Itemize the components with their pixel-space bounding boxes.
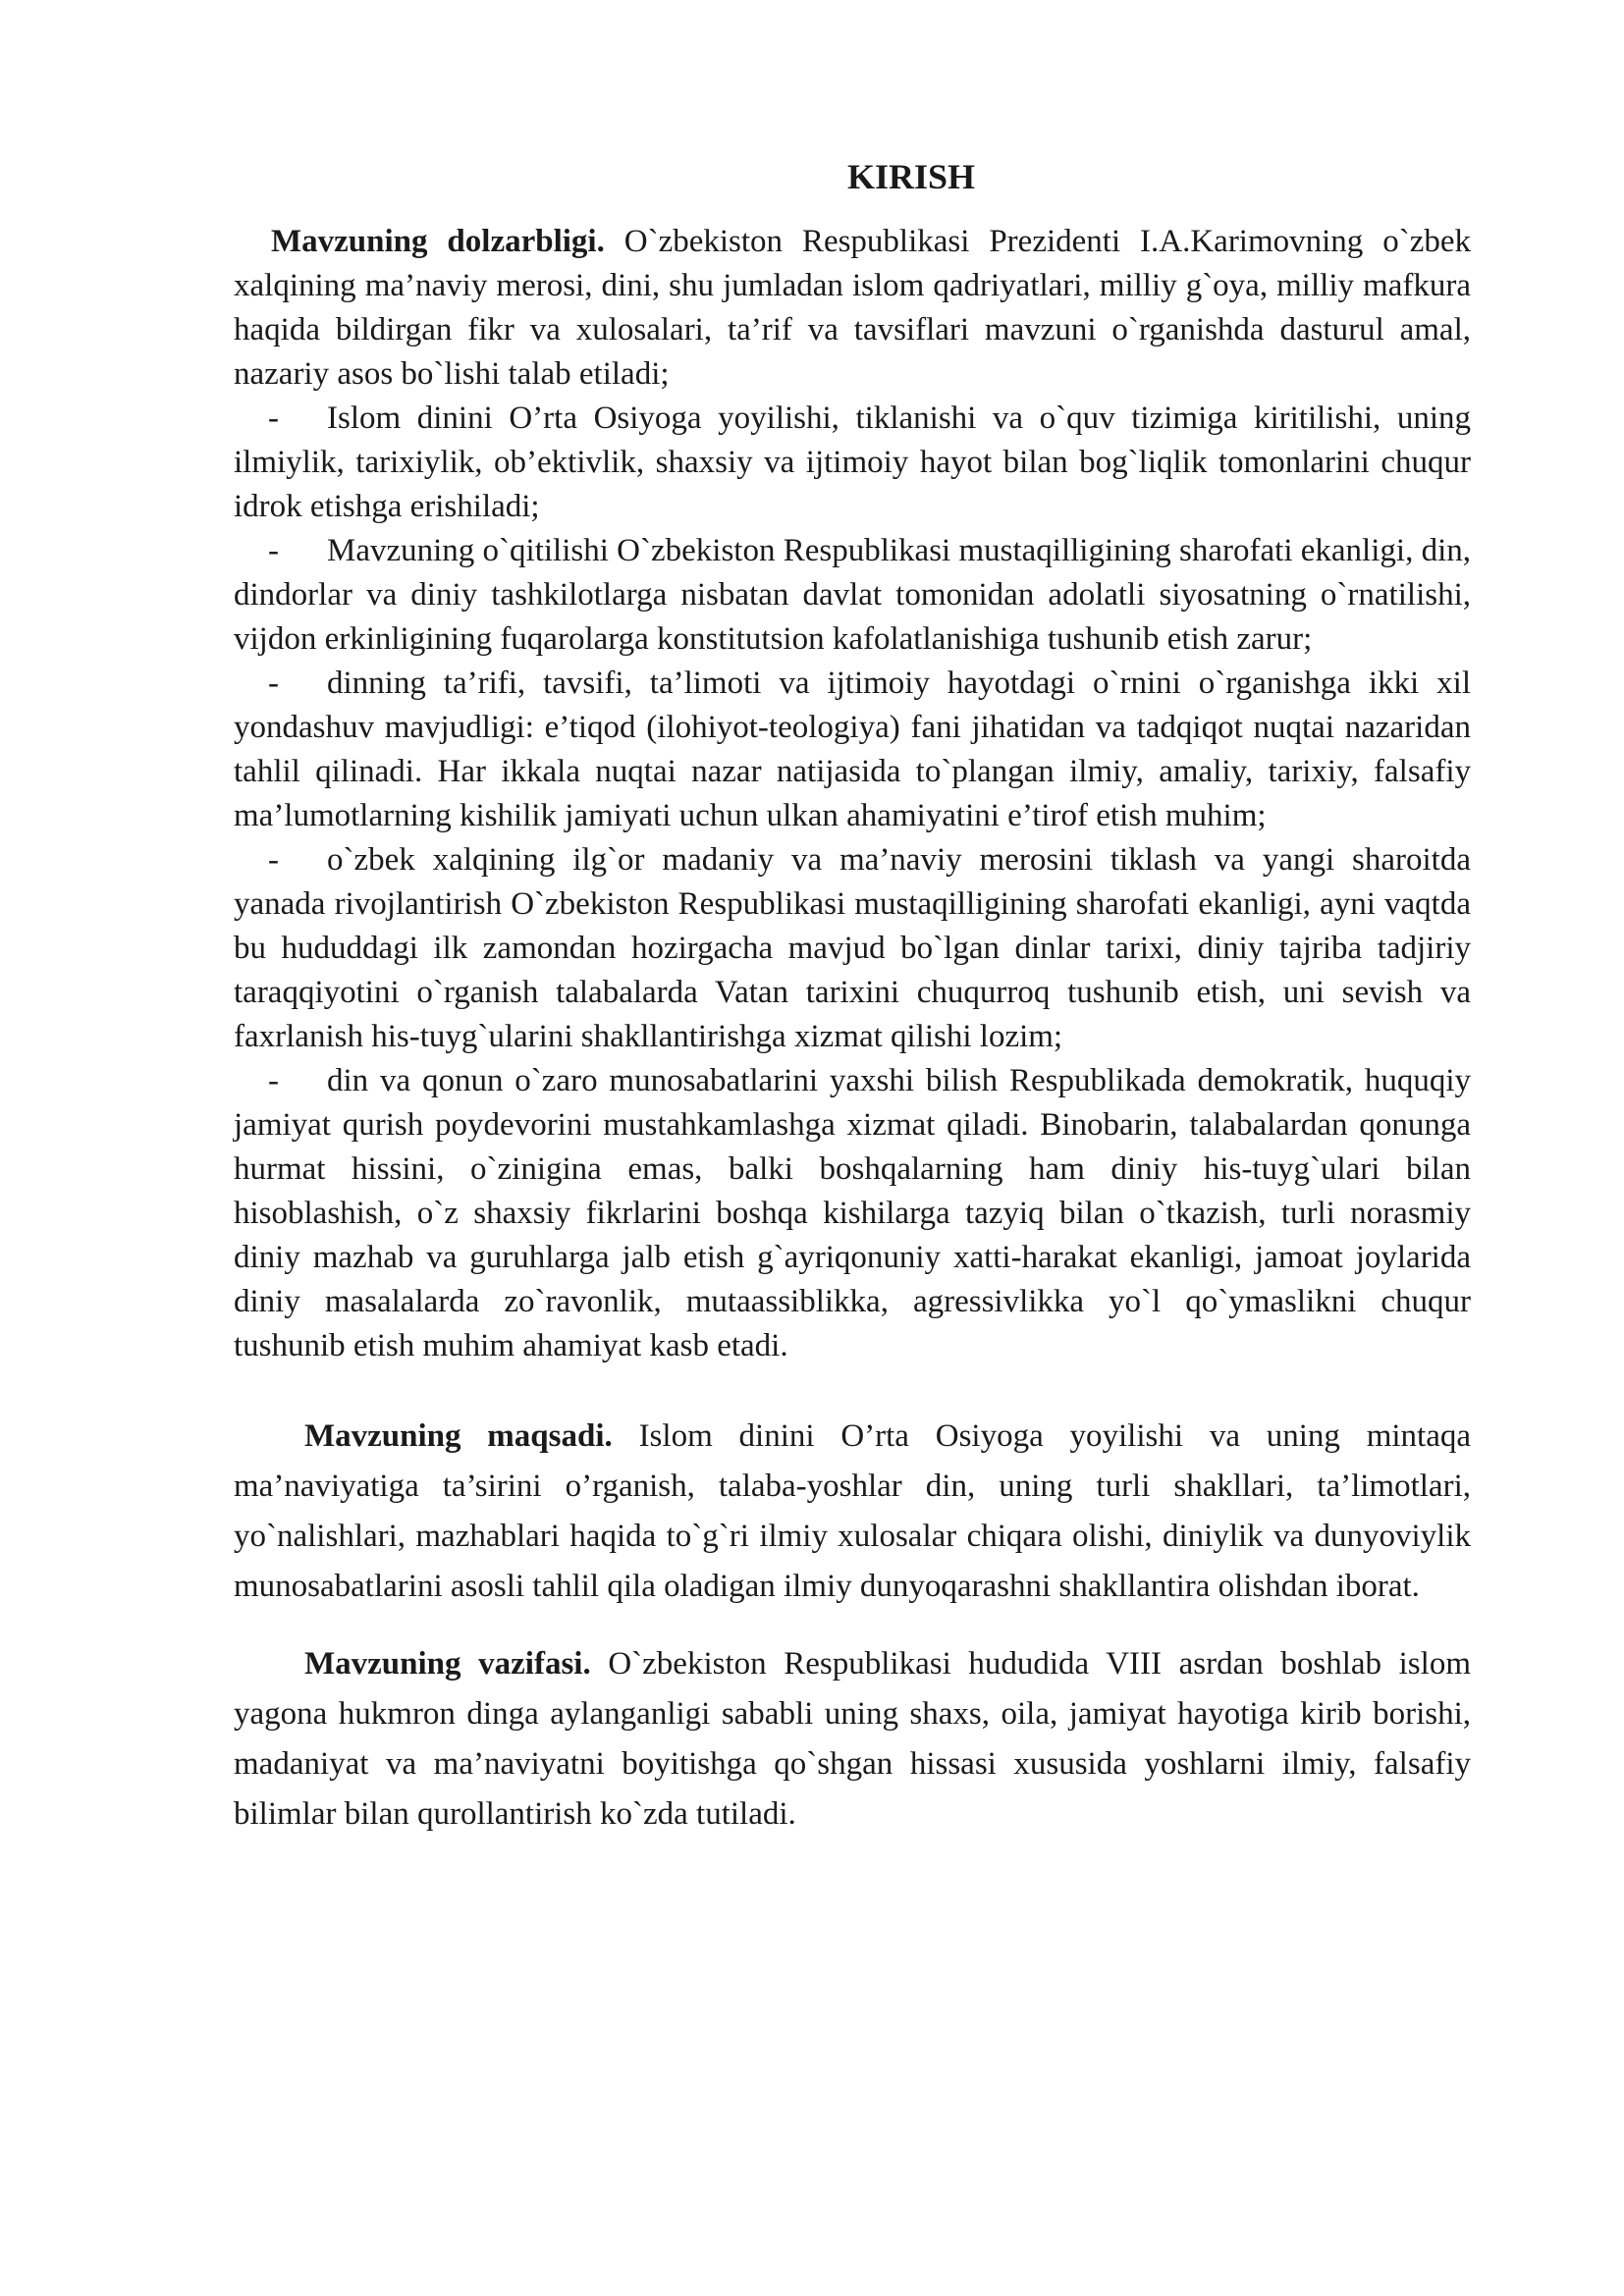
page-title: KIRISH: [846, 157, 976, 196]
dolzarblik-paragraph: [234, 220, 1471, 397]
maqsad-text: Islom dinini O’rta Osiyoga yoyilishi va uning mintaqa ma’naviyatiga ta’sirini o’rganish, talaba-yoshlar din, uning turli shakllari, ta’limotlari, yo`nalishlari, mazhablari haqida to`g`ri ilmiy xulosalar chiqara olishi, diniylik va dunyoviylik munosabatlarini asosli tahlil qila oladigan ilmiy dunyoqarashni shakllantira olishdan iborat.: [234, 1418, 1472, 1604]
bullet-text: o`zbek xalqining ilg`or madaniy va ma’naviy merosini tiklash va yangi sharoitda yanada rivojlantirish O`zbekiston Respublikasi mustaqilligining sharofati ekanligi, ayni vaqtda bu hududdagi ilk zamondan hozirgacha mavjud bo`lgan dinlar tarixi, diniy tajriba tadjiriy taraqqiyotini o`rganish talabalarda Vatan tarixini chuqurroq tushunib etish, uni sevish va faxrlanish his-tuyg`ularini shakllantirishga xizmat qilishi lozim;: [234, 842, 1471, 1054]
bullet-dash: -: [268, 842, 279, 878]
document-page: [234, 147, 1471, 1840]
vazifa-heading: Mavzuning vazifasi.: [304, 1646, 591, 1682]
bullet-dash: -: [268, 400, 279, 436]
vazifa-text: O`zbekiston Respublikasi hududida VIII asrdan boshlab islom yagona hukmron dinga aylanganligi sababli uning shaxs, oila, jamiyat hayotiga kirib borishi, madaniyat va ma’naviyatni boyitishga qo`shgan hissasi xususida yoshlarni ilmiy, falsafiy bilimlar bilan qurollantirish ko`zda tutiladi.: [234, 1646, 1471, 1832]
bullet-item-3: [234, 662, 1471, 838]
section-spacer: [234, 1368, 1471, 1412]
maqsad-paragraph: [234, 1412, 1471, 1612]
dolzarblik-text: O`zbekiston Respublikasi Prezidenti I.A.Karimovning o`zbek xalqining ma’naviy merosi, dini, shu jumladan islom qadriyatlari, milliy g`oya, milliy mafkura haqida bildirgan fikr va xulosalari, ta’rif va tavsiflari mavzuni o`rganishda dasturul amal, nazariy asos bo`lishi talab etiladi;: [234, 224, 1471, 392]
bullet-text: Mavzuning o`qitilishi O`zbekiston Respublikasi mustaqilligining sharofati ekanligi, din, dindorlar va diniy tashkilotlarga nisbatan davlat tomonidan adolatli siyosatning o`rnatilishi, vijdon erkinligining fuqarolarga konstitutsion kafolatlanishiga tushunib etish zarur;: [234, 533, 1471, 657]
bullet-dash: -: [268, 1063, 279, 1098]
bullet-dash: -: [268, 666, 279, 701]
dolzarblik-heading: Mavzuning dolzarbligi.: [271, 224, 605, 259]
maqsad-heading: Mavzuning maqsadi.: [304, 1418, 613, 1454]
bullet-item-2: [234, 529, 1471, 662]
bullet-text: dinning ta’rifi, tavsifi, ta’limoti va ijtimoiy hayotdagi o`rnini o`rganishga ikki xil yondashuv mavjudligi: e’tiqod (ilohiyot-teologiya) fani jihatidan va tadqiqot nuqtai nazaridan tahlil qilinadi. Har ikkala nuqtai nazar natijasida to`plangan ilmiy, amaliy, tarixiy, falsafiy ma’lumotlarning kishilik jamiyati uchun ulkan ahamiyatini e’tirof etish muhim;: [234, 666, 1471, 833]
bullet-text: Islom dinini O’rta Osiyoga yoyilishi, tiklanishi va o`quv tizimiga kiritilishi, uning ilmiylik, tarixiylik, ob’ektivlik, shaxsiy va ijtimoiy hayot bilan bog`liqlik tomonlarini chuqur idrok etishga erishiladi;: [234, 400, 1471, 524]
bullet-item-1: [234, 397, 1471, 529]
section-spacer: [234, 1612, 1471, 1639]
vazifa-paragraph: [234, 1639, 1471, 1840]
bullet-text: din va qonun o`zaro munosabatlarini yaxshi bilish Respublikada demokratik, huquqiy jamiyat qurish poydevorini mustahkamlashga xizmat qiladi. Binobarin, talabalardan qonunga hurmat hissini, o`zinigina emas, balki boshqalarning ham diniy his-tuyg`ulari bilan hisoblashish, o`z shaxsiy fikrlarini boshqa kishilarga tazyiq bilan o`tkazish, turli norasmiy diniy mazhab va guruhlarga jalb etish g`ayriqonuniy xatti-harakat ekanligi, jamoat joylarida diniy masalalarda zo`ravonlik, mutaassiblikka, agressivlikka yo`l qo`ymaslikni chuqur tushunib etish muhim ahamiyat kasb etadi.: [234, 1063, 1471, 1363]
bullet-dash: -: [268, 533, 279, 568]
bullet-item-5: [234, 1059, 1471, 1368]
bullet-item-4: [234, 838, 1471, 1059]
